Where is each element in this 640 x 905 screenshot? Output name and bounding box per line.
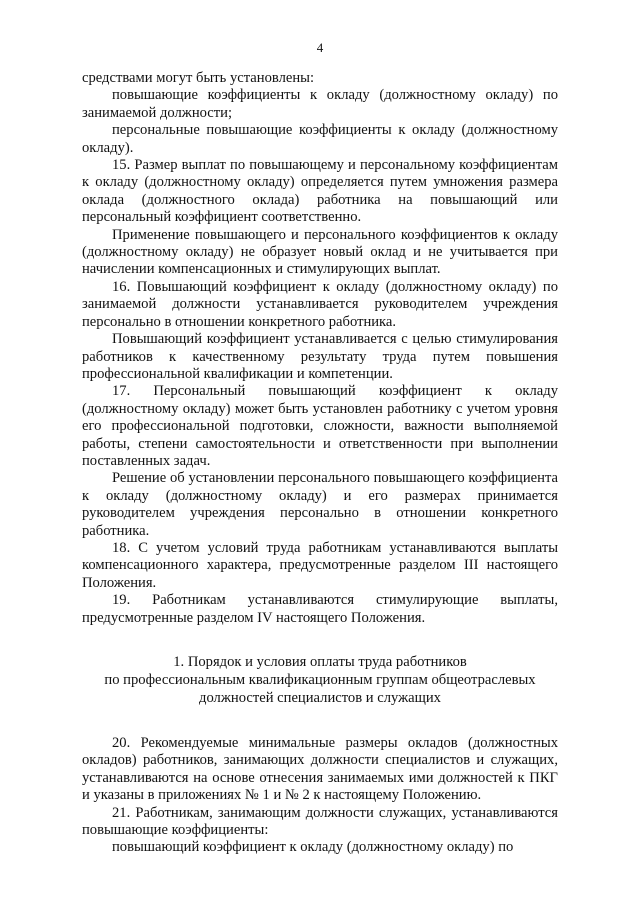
paragraph: 20. Рекомендуемые минимальные размеры окладов (должностных окладов) работников, занимающих должности специалистов и служащих, устанавливаются на основе отнесения занимаемых ими должностей к ПКГ и указаны в приложениях № 1 и № 2 к настоящему Положению. bbox=[82, 735, 558, 804]
paragraph: средствами могут быть установлены: bbox=[82, 70, 315, 86]
paragraph: Применение повышающего и персонального коэффициентов к окладу (должностному окладу) не образует новый оклад и не учитывается при начислении компенсационных и стимулирующих выплат. bbox=[82, 226, 558, 278]
paragraph: 18. С учетом условий труда работникам устанавливаются выплаты компенсационного характера, предусмотренные разделом III настоящего Положения. bbox=[82, 539, 558, 591]
document-body bbox=[82, 70, 558, 857]
paragraph: повышающий коэффициент к окладу (должностному окладу) по bbox=[112, 839, 514, 856]
section-heading bbox=[82, 653, 558, 707]
paragraph: 21. Работникам, занимающим должности служащих, устанавливаются повышающие коэффициенты: bbox=[82, 804, 558, 839]
section-heading-line: по профессиональным квалификационным группам общеотраслевых bbox=[104, 672, 536, 688]
page-number: 4 bbox=[316, 40, 324, 55]
paragraph: персональные повышающие коэффициенты к окладу (должностному окладу). bbox=[82, 122, 558, 156]
paragraph: повышающие коэффициенты к окладу (должностному окладу) по занимаемой должности; bbox=[82, 87, 558, 121]
section-heading-line: 1. Порядок и условия оплаты труда работников bbox=[173, 654, 467, 670]
section-heading-line: должностей специалистов и служащих bbox=[199, 690, 441, 706]
paragraph: 19. Работникам устанавливаются стимулирующие выплаты, предусмотренные разделом IV настоящего Положения. bbox=[82, 592, 558, 626]
paragraph: Повышающий коэффициент устанавливается с целью стимулирования работников к качественному результату труда путем повышения профессиональной квалификации и компетенции. bbox=[82, 331, 558, 382]
paragraph: 15. Размер выплат по повышающему и персональному коэффициентам к окладу (должностному окладу) определяется путем умножения размера оклада (должностного оклада) работника на повышающий или персональный коэффициент соответственно. bbox=[82, 157, 558, 226]
paragraph: Решение об установлении персонального повышающего коэффициента к окладу (должностному окладу) и его размерах принимается руководителем учреждения персонально в отношении конкретного работника. bbox=[82, 470, 558, 539]
paragraph: 16. Повышающий коэффициент к окладу (должностному окладу) по занимаемой должности устанавливается руководителем учреждения персонально в отношении конкретного работника. bbox=[82, 278, 558, 330]
paragraph: 17. Персональный повышающий коэффициент к окладу (должностному окладу) может быть установлен работнику с учетом уровня его профессиональной подготовки, сложности, важности выполняемой работы, степени самостоятельности и ответственности при выполнении поставленных задач. bbox=[82, 383, 558, 469]
